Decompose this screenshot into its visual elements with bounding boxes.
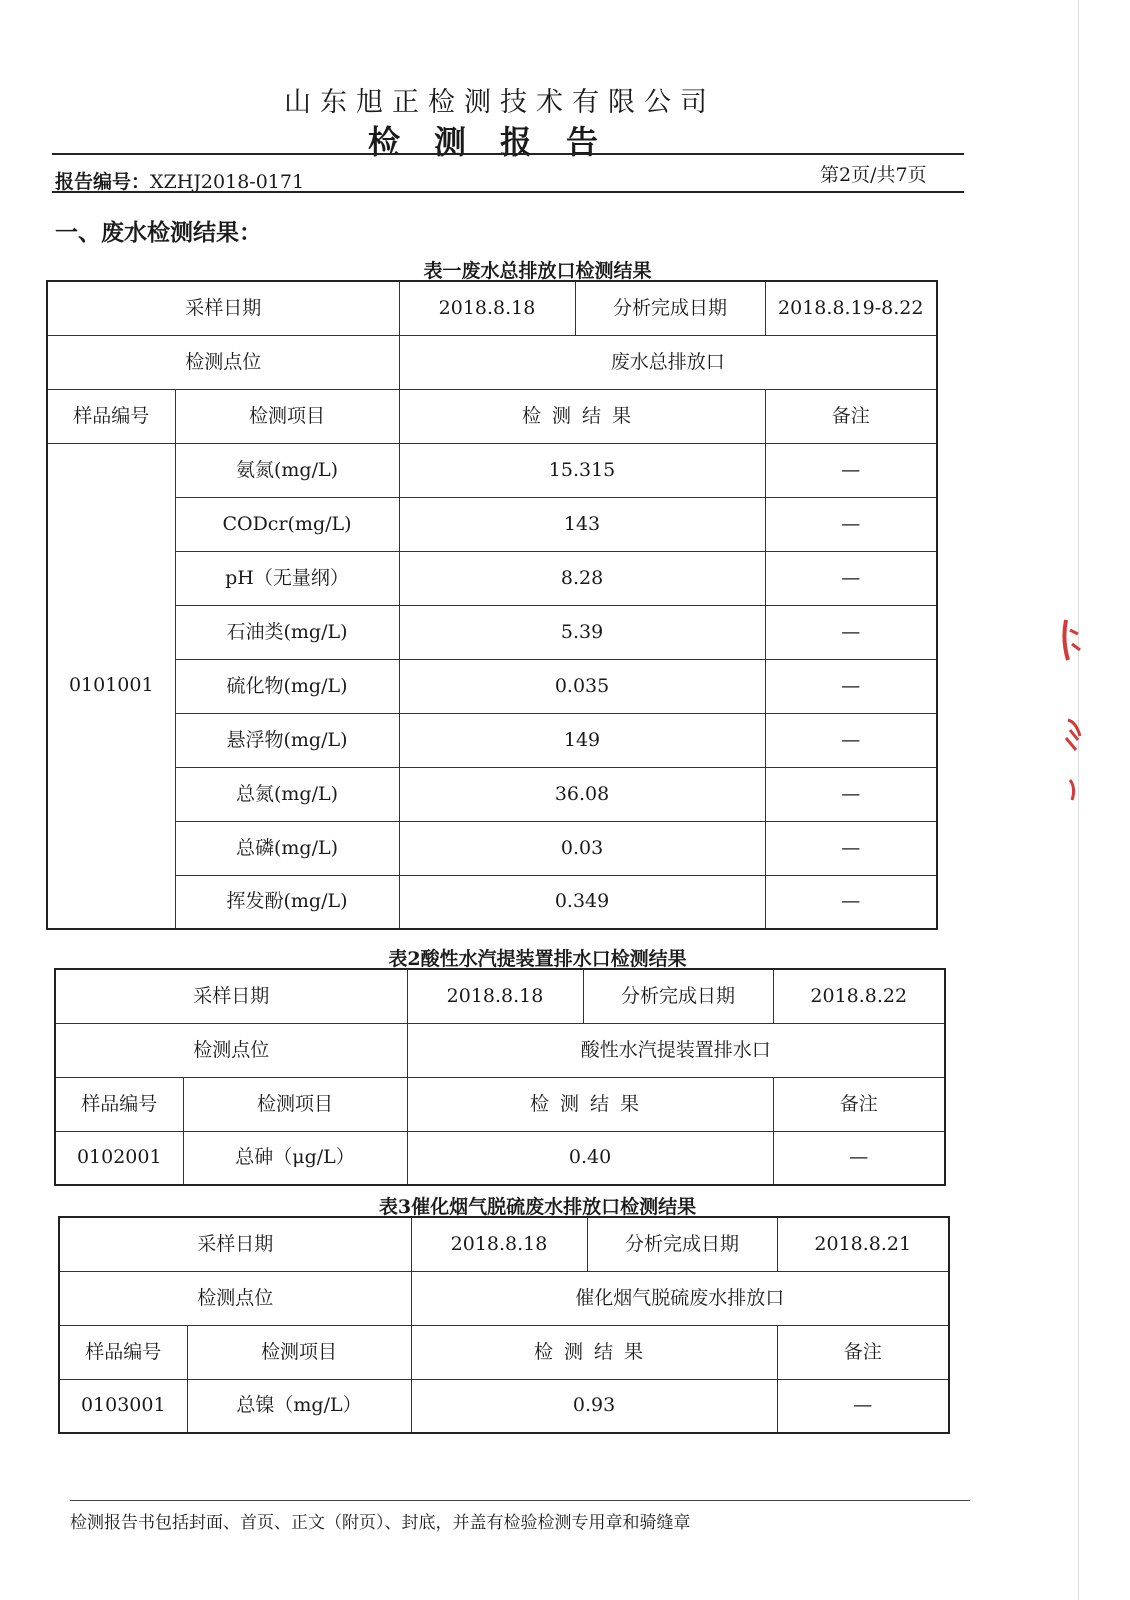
table-row bbox=[47, 551, 937, 605]
location-value: 催化烟气脱硫废水排放口 bbox=[411, 1271, 949, 1325]
footer-divider bbox=[70, 1500, 970, 1501]
item-name: 氨氮(mg/L) bbox=[175, 443, 399, 497]
result-value: 0.40 bbox=[407, 1131, 773, 1185]
item-name: CODcr(mg/L) bbox=[175, 497, 399, 551]
table3-header-row bbox=[59, 1325, 949, 1379]
sample-no-header: 样品编号 bbox=[59, 1325, 187, 1379]
location-label: 检测点位 bbox=[59, 1271, 411, 1325]
report-number-label: 报告编号： bbox=[55, 171, 151, 193]
item-name: pH（无量纲） bbox=[175, 551, 399, 605]
table-row bbox=[59, 1379, 949, 1433]
footer-note: 检测报告书包括封面、首页、正文（附页）、封底，并盖有检验检测专用章和骑缝章 bbox=[70, 1513, 691, 1533]
item-header: 检测项目 bbox=[183, 1077, 407, 1131]
remark-value: — bbox=[765, 497, 937, 551]
item-name: 总砷（μg/L） bbox=[183, 1131, 407, 1185]
table-row bbox=[55, 1131, 945, 1185]
analysis-date-label: 分析完成日期 bbox=[583, 969, 773, 1023]
table2-location-row bbox=[55, 1023, 945, 1077]
result-value: 0.349 bbox=[399, 875, 765, 929]
remark-header: 备注 bbox=[777, 1325, 949, 1379]
table2-caption: 表2酸性水汽提装置排水口检测结果 bbox=[388, 948, 687, 970]
remark-value: — bbox=[765, 659, 937, 713]
section-title: 一、废水检测结果： bbox=[55, 220, 262, 246]
analysis-date-label: 分析完成日期 bbox=[587, 1217, 777, 1271]
remark-header: 备注 bbox=[773, 1077, 945, 1131]
sample-date-label: 采样日期 bbox=[55, 969, 407, 1023]
table1-header-row bbox=[47, 389, 937, 443]
table-row bbox=[47, 605, 937, 659]
table3-caption: 表3催化烟气脱硫废水排放口检测结果 bbox=[378, 1196, 697, 1218]
item-header: 检测项目 bbox=[187, 1325, 411, 1379]
item-name: 总镍（mg/L） bbox=[187, 1379, 411, 1433]
location-label: 检测点位 bbox=[47, 335, 399, 389]
table-row bbox=[47, 713, 937, 767]
result-value: 0.035 bbox=[399, 659, 765, 713]
item-name: 挥发酚(mg/L) bbox=[175, 875, 399, 929]
sample-date-value: 2018.8.18 bbox=[399, 281, 575, 335]
result-value: 15.315 bbox=[399, 443, 765, 497]
item-name: 总氮(mg/L) bbox=[175, 767, 399, 821]
analysis-date-value: 2018.8.19-8.22 bbox=[765, 281, 937, 335]
location-label: 检测点位 bbox=[55, 1023, 407, 1077]
location-value: 废水总排放口 bbox=[399, 335, 937, 389]
remark-value: — bbox=[765, 551, 937, 605]
remark-value: — bbox=[777, 1379, 949, 1433]
header-bottom-divider bbox=[52, 191, 964, 193]
table1-caption: 表一废水总排放口检测结果 bbox=[423, 260, 652, 282]
table-row bbox=[47, 875, 937, 929]
table-row bbox=[47, 659, 937, 713]
sample-no-value: 0103001 bbox=[59, 1379, 187, 1433]
company-name: 山东旭正检测技术有限公司 bbox=[284, 87, 716, 118]
seal-stamp-fragment bbox=[1060, 610, 1086, 810]
report-number bbox=[55, 167, 304, 194]
table3 bbox=[58, 1216, 950, 1434]
result-value: 8.28 bbox=[399, 551, 765, 605]
table-row bbox=[47, 821, 937, 875]
item-name: 悬浮物(mg/L) bbox=[175, 713, 399, 767]
item-name: 总磷(mg/L) bbox=[175, 821, 399, 875]
result-value: 5.39 bbox=[399, 605, 765, 659]
analysis-date-label: 分析完成日期 bbox=[575, 281, 765, 335]
header-divider bbox=[52, 153, 964, 155]
table2-header-row bbox=[55, 1077, 945, 1131]
result-value: 143 bbox=[399, 497, 765, 551]
table1-date-row bbox=[47, 281, 937, 335]
result-header: 检测结果 bbox=[407, 1077, 773, 1131]
sample-no-header: 样品编号 bbox=[55, 1077, 183, 1131]
page-indicator: 第2页/共7页 bbox=[820, 164, 927, 186]
remark-value: — bbox=[773, 1131, 945, 1185]
result-header: 检测结果 bbox=[399, 389, 765, 443]
sample-date-value: 2018.8.18 bbox=[407, 969, 583, 1023]
remark-header: 备注 bbox=[765, 389, 937, 443]
location-value: 酸性水汽提装置排水口 bbox=[407, 1023, 945, 1077]
sample-no-value: 0101001 bbox=[47, 443, 175, 929]
result-value: 0.03 bbox=[399, 821, 765, 875]
sample-date-label: 采样日期 bbox=[59, 1217, 411, 1271]
table2 bbox=[54, 968, 946, 1186]
result-header: 检测结果 bbox=[411, 1325, 777, 1379]
report-title: 检测报告 bbox=[367, 123, 632, 161]
result-value: 0.93 bbox=[411, 1379, 777, 1433]
item-name: 石油类(mg/L) bbox=[175, 605, 399, 659]
remark-value: — bbox=[765, 767, 937, 821]
sample-date-label: 采样日期 bbox=[47, 281, 399, 335]
report-number-value: XZHJ2018-0171 bbox=[150, 171, 305, 193]
table3-date-row bbox=[59, 1217, 949, 1271]
table1-location-row bbox=[47, 335, 937, 389]
result-value: 149 bbox=[399, 713, 765, 767]
sample-date-value: 2018.8.18 bbox=[411, 1217, 587, 1271]
sample-no-value: 0102001 bbox=[55, 1131, 183, 1185]
table1 bbox=[46, 280, 938, 930]
table-row bbox=[47, 443, 937, 497]
remark-value: — bbox=[765, 821, 937, 875]
analysis-date-value: 2018.8.21 bbox=[777, 1217, 949, 1271]
remark-value: — bbox=[765, 443, 937, 497]
remark-value: — bbox=[765, 605, 937, 659]
item-header: 检测项目 bbox=[175, 389, 399, 443]
table2-date-row bbox=[55, 969, 945, 1023]
table3-location-row bbox=[59, 1271, 949, 1325]
sample-no-header: 样品编号 bbox=[47, 389, 175, 443]
analysis-date-value: 2018.8.22 bbox=[773, 969, 945, 1023]
remark-value: — bbox=[765, 875, 937, 929]
table-row bbox=[47, 497, 937, 551]
result-value: 36.08 bbox=[399, 767, 765, 821]
item-name: 硫化物(mg/L) bbox=[175, 659, 399, 713]
table-row bbox=[47, 767, 937, 821]
remark-value: — bbox=[765, 713, 937, 767]
